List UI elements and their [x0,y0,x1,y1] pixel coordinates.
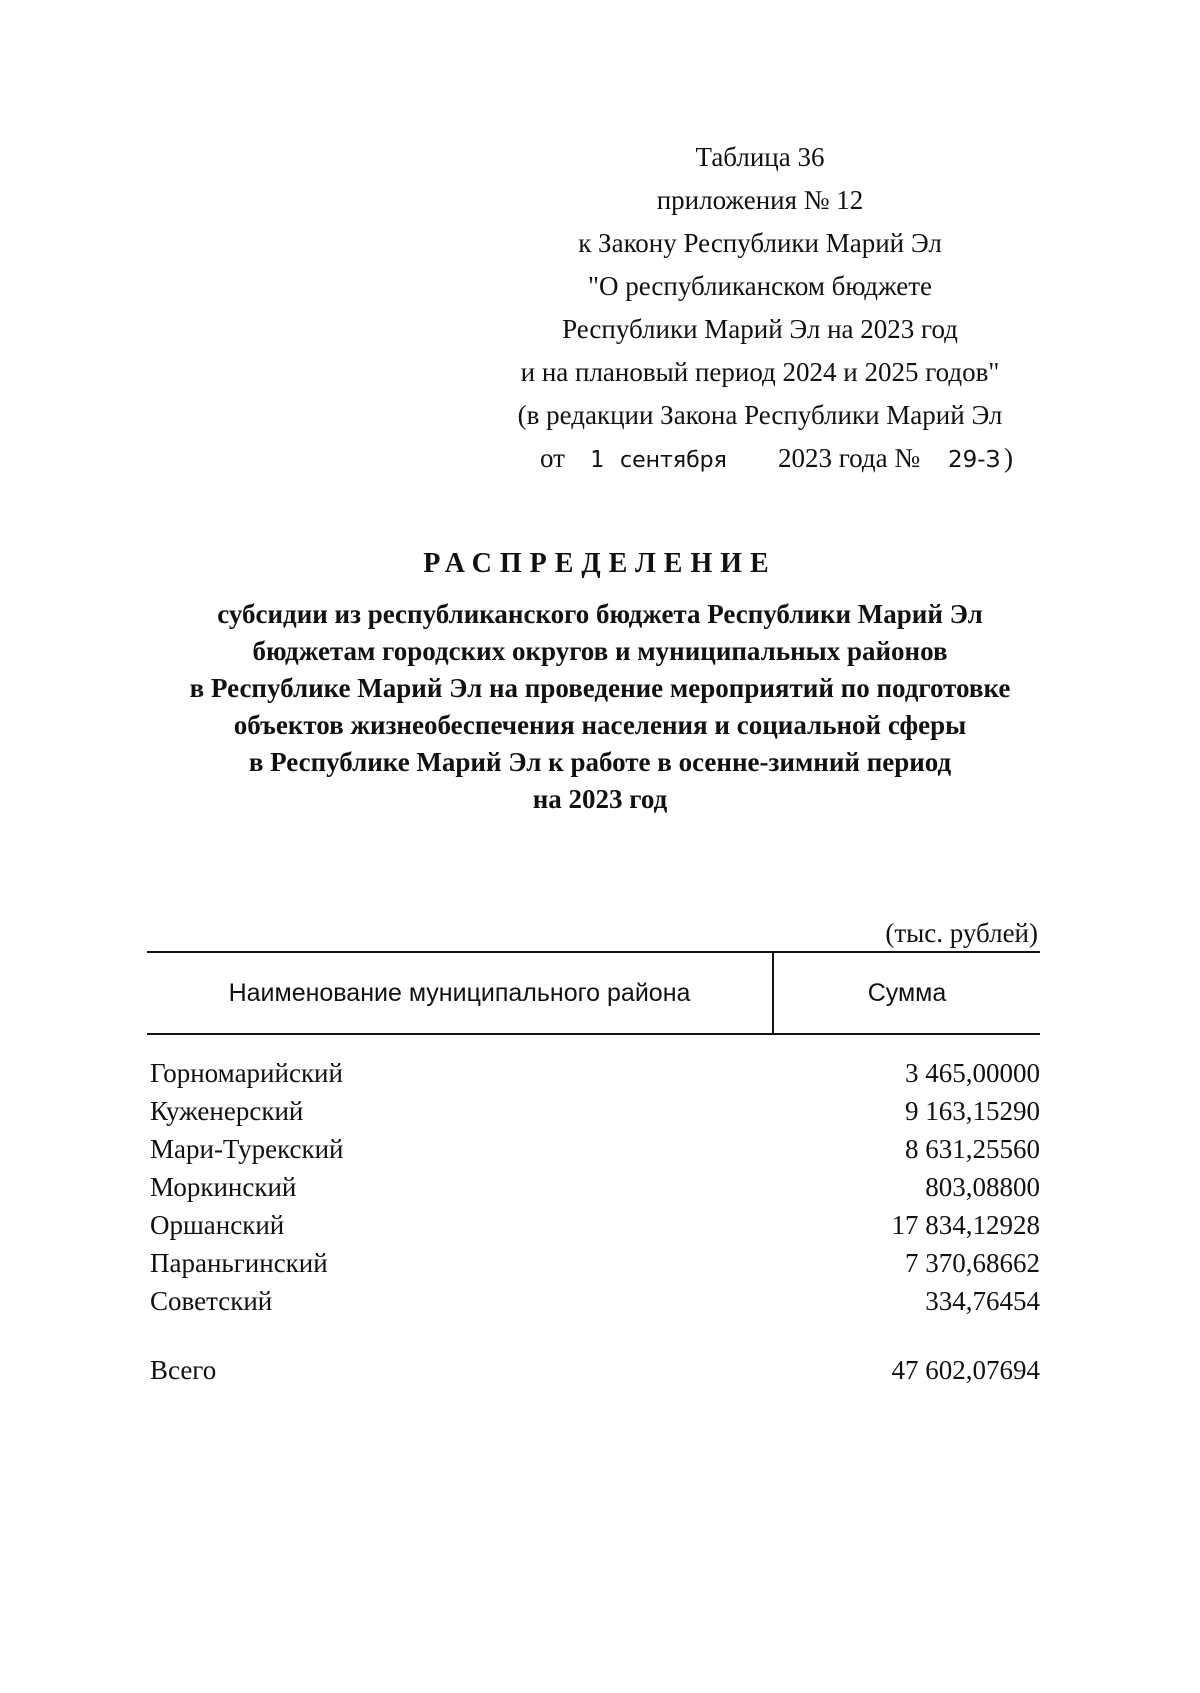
table-row [150,1092,1040,1130]
table-row [150,1130,1040,1168]
header-law-title-1: "О республиканском бюджете [587,271,933,301]
document-header [480,136,1040,480]
subtitle-line: объектов жизнеобеспечения населения и социальной сферы [233,710,967,740]
document-title: РАСПРЕДЕЛЕНИЕ [423,548,777,579]
table-row [150,1282,1040,1320]
header-edition: (в редакции Закона Республики Марий Эл [517,400,1003,430]
row-amount: 17 834,12928 [891,1210,1040,1240]
row-amount: 8 631,25560 [905,1134,1040,1164]
total-amount: 47 602,07694 [891,1355,1040,1385]
row-amount: 803,08800 [925,1172,1040,1202]
row-name: Куженерский [150,1096,304,1126]
row-amount: 7 370,68662 [905,1248,1040,1278]
row-amount: 9 163,15290 [905,1096,1040,1126]
header-law-ref: к Закону Республики Марий Эл [578,228,942,258]
table-row [150,1244,1040,1282]
header-year: 2023 года № [778,443,921,473]
row-name: Моркинский [150,1172,297,1202]
row-name: Оршанский [150,1210,285,1240]
row-name: Мари-Турекский [150,1134,344,1164]
header-law-title-3: и на плановый период 2024 и 2025 годов" [520,357,1000,387]
subtitle-line: бюджетам городских округов и муниципальных районов [252,636,948,666]
header-month: сентября [620,448,727,473]
row-name: Советский [150,1286,273,1316]
column-header-name: Наименование муниципального района [147,953,774,1033]
header-ot: от [540,443,565,473]
header-law-number: 29-З [948,447,1001,473]
row-name: Горномарийский [150,1058,343,1088]
header-date-line [480,437,1040,480]
column-header-sum: Сумма [867,979,947,1007]
table-row [150,1054,1040,1092]
row-name: Параньгинский [150,1248,328,1278]
subtitle-line: на 2023 год [532,784,668,814]
table-row [150,1168,1040,1206]
table-total-row [150,1351,1040,1389]
row-amount: 3 465,00000 [905,1058,1040,1088]
row-amount: 334,76454 [925,1286,1040,1316]
total-label: Всего [150,1355,217,1385]
subtitle-line: в Республике Марий Эл к работе в осенне-зимний период [248,747,952,777]
table-header [147,951,1040,1035]
header-appendix: приложения № 12 [656,185,864,215]
units-label: (тыс. рублей) [885,918,1038,948]
document-subtitle [100,596,1100,818]
header-close-paren: ) [1004,443,1013,473]
header-day: 1 [590,447,604,473]
header-law-title-2: Республики Марий Эл на 2023 год [562,314,958,344]
table-row [150,1206,1040,1244]
header-table-number: Таблица 36 [695,142,825,172]
table-body [150,1054,1040,1320]
subtitle-line: в Республике Марий Эл на проведение мероприятий по подготовке [189,673,1011,703]
subtitle-line: субсидии из республиканского бюджета Республики Марий Эл [217,599,983,629]
